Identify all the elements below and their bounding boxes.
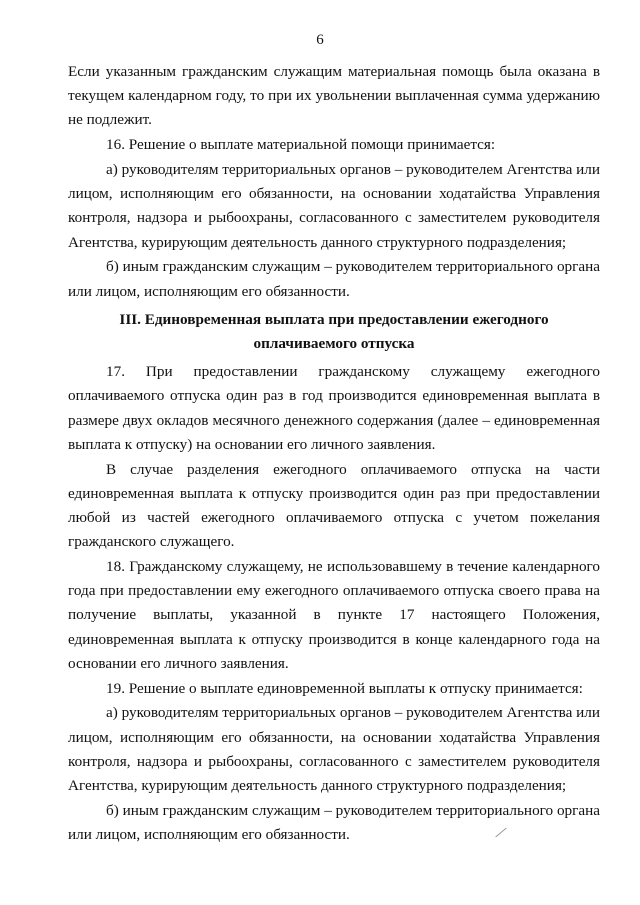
paragraph-item-17-split: В случае разделения ежегодного оплачиваемого отпуска на части единовременная выплата к отпуску производится один раз при предоставлении любой из частей ежегодного оплачиваемого отпуска с учетом пожелания гражданского служащего. (68, 460, 600, 551)
paragraph-item-18: 18. Гражданскому служащему, не использовавшему в течение календарного года при предоставлении ему ежегодного оплачиваемого отпуска своего права на получение выплаты, указанной в пункте 17 настоящего Положения, единовременная выплата к отпуску производится в конце календарного года на основании его личного заявления. (68, 558, 600, 672)
section-heading-line1: III. Единовременная выплата при предоставлении ежегодного (119, 310, 549, 328)
paragraph-item-16b: б) иным гражданским служащим – руководителем территориального органа или лицом, исполняющим его обязанности. (68, 258, 600, 300)
paragraph-continuation: Если указанным гражданским служащим материальная помощь была оказана в текущем календарном году, то при их увольнении выплаченная сумма удержанию не подлежит. (68, 63, 600, 129)
paragraph-item-19a: а) руководителям территориальных органов – руководителем Агентства или лицом, исполняющим его обязанности, на основании ходатайства Управления контроля, надзора и рыбоохраны, согласованного с заместителем руководителя Агентства, курирующим деятельность данного структурного подразделения; (68, 704, 600, 795)
paragraph-item-16: 16. Решение о выплате материальной помощи принимается: (106, 136, 496, 154)
paragraph-item-17: 17. При предоставлении гражданскому служащему ежегодного оплачиваемого отпуска один раз в год производится единовременная выплата в размере двух окладов месячного денежного содержания (далее – единовременная выплата к отпуску) на основании его личного заявления. (68, 363, 600, 453)
document-body (68, 60, 600, 848)
paragraph-item-16a: а) руководителям территориальных органов – руководителем Агентства или лицом, исполняющим его обязанности, на основании ходатайства Управления контроля, надзора и рыбоохраны, согласованного с заместителем руководителя Агентства, курирующим деятельность данного структурного подразделения; (68, 161, 600, 251)
section-heading (68, 308, 600, 356)
paragraph-item-19b: б) иным гражданским служащим – руководителем территориального органа или лицом, исполняющим его обязанности. (68, 801, 600, 844)
page-number: 6 (316, 32, 324, 48)
section-heading-line2: оплачиваемого отпуска (253, 335, 415, 353)
paragraph-item-19: 19. Решение о выплате единовременной выплаты к отпуску принимается: (106, 679, 583, 697)
